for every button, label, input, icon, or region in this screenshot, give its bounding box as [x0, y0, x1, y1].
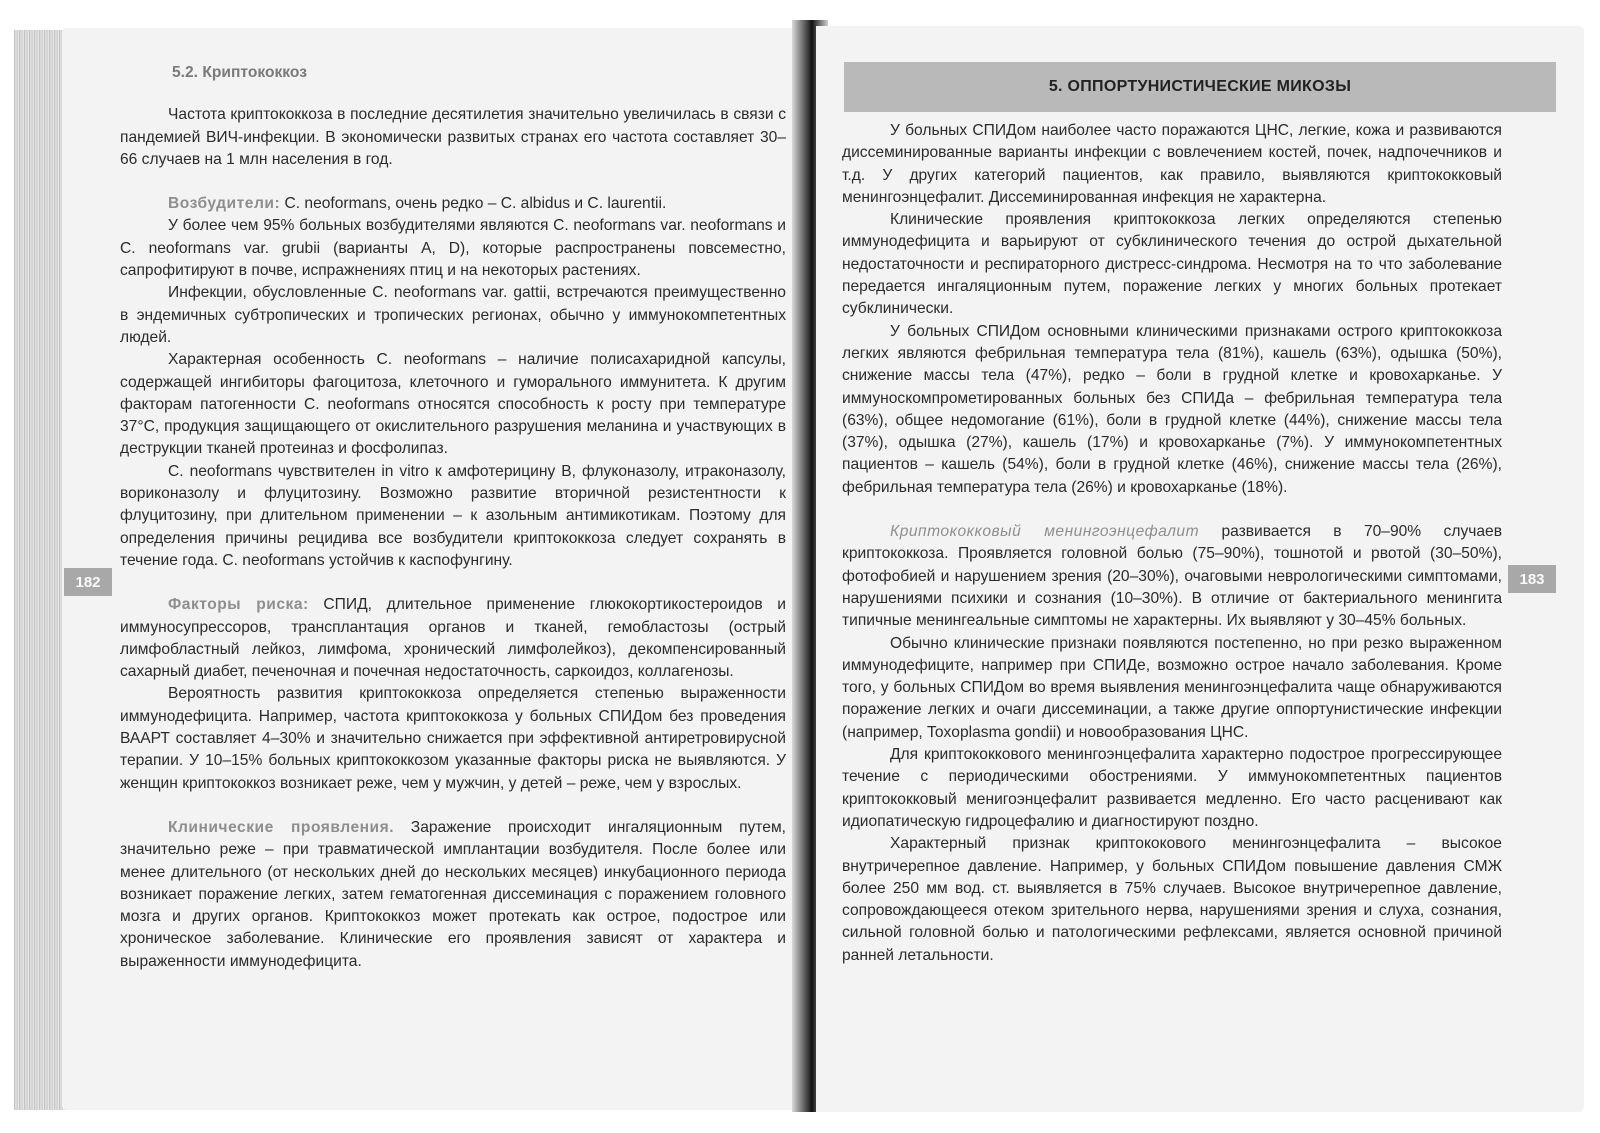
- paragraph-meningoencephalitis: [842, 521, 1502, 632]
- risk-factors-lead: Факторы риска:: [168, 596, 309, 614]
- paragraph: Для криптококкового менингоэнцефалита характерно подострое прогрессирующее течение с периодическими обострениями. У иммунокомпетентных пациентов криптококковый менигоэнцефалит развивается медленно. Его часто расценивают как идиопатическую гидроцефалию и диагностируют поздно.: [842, 746, 1502, 830]
- meningoencephalitis-lead: Криптококковый менингоэнцефалит: [890, 523, 1200, 541]
- paragraph-clinical: [120, 817, 786, 973]
- paragraph-pathogens: [120, 193, 786, 215]
- paragraph: Вероятность развития криптококкоза определяется степенью выраженности иммунодефицита. Например, частота криптококкоза у больных СПИДом без проведения ВААРТ составляет 4–30% и значительно снижается при эффективной антиретровирусной терапии. У 10–15% больных криптококкозом указанные факторы риска не выявляются. У женщин криптококкоз возникает реже, чем у мужчин, у детей – реже, чем у взрослых.: [120, 685, 786, 792]
- page-number-left: 182: [64, 568, 112, 596]
- pathogens-lead: Возбудители:: [168, 195, 281, 213]
- page-edges: [14, 30, 66, 1110]
- paragraph: У более чем 95% больных возбудителями являются C. neoformans var. neoformans и C. neoformans var. grubii (варианты A, D), которые распространены повсеместно, сапрофитируют в почве, испражнениях птиц и на некоторых растениях.: [120, 217, 786, 280]
- right-page: [816, 26, 1584, 1112]
- right-text-column: [842, 120, 1502, 967]
- paragraph: Обычно клинические признаки появляются постепенно, но при резко выраженном иммунодефиците, например при СПИДе, возможно острое начало заболевания. Кроме того, у больных СПИДом во время выявления менингоэнцефалита чаще обнаруживаются поражение легких и очаги диссеминации, а также другие оппортунистические инфекции (например, Toxoplasma gondii) и новообразования ЦНС.: [842, 634, 1502, 741]
- paragraph: Характерная особенность C. neoformans – наличие полисахаридной капсулы, содержащей ингибиторы фагоцитоза, клеточного и гуморального иммунитета. К другим факторам патогенности C. neoformans относятся способность к росту при температуре 37°C, продукция защищающего от окислительного разрушения меланина и участвующих в деструкции тканей протеиназ и фосфолипаз.: [120, 351, 786, 458]
- paragraph: У больных СПИДом наиболее часто поражаются ЦНС, легкие, кожа и развиваются диссеминированные варианты инфекции с вовлечением костей, почек, надпочечников и т.д. У других категорий пациентов, как правило, выявляются криптококковый менингоэнцефалит. Диссеминированная инфекция не характерна.: [842, 122, 1502, 206]
- chapter-banner: 5. ОППОРТУНИСТИЧЕСКИЕ МИКОЗЫ: [844, 62, 1556, 112]
- paragraph: Инфекции, обусловленные C. neoformans var. gattii, встречаются преимущественно в эндемичных субтропических и тропических регионах, обычно у иммунокомпетентных людей.: [120, 284, 786, 346]
- paragraph: У больных СПИДом основными клиническими признаками острого криптококкоза легких являются фебрильная температура тела (81%), кашель (63%), одышка (50%), снижение массы тела (47%), редко – боли в грудной клетке и кровохарканье. У иммуноскомпрометированных больных без СПИДа – фебрильная температура тела (63%), общее недомогание (61%), боли в грудной клетке (44%), снижение массы тела (37%), одышка (27%), кашель (17%) и кровохарканье (7%). У иммунокомпетентных пациентов – кашель (54%), боли в грудной клетке (46%), снижение массы тела (26%), фебрильная температура тела (26%) и кровохарканье (18%).: [842, 322, 1502, 496]
- paragraph: C. neoformans чувствителен in vitro к амфотерицину B, флуконазолу, итраконазолу, вориконазолу и флуцитозину. Возможно развитие вторичной резистентности к флуцитозину, при длительном применении – к азольным антимикотикам. Поэтому для определения причины рецидива все возбудители криптококкоза следует сохранять в течение года. C. neoformans устойчив к каспофунгину.: [120, 462, 786, 569]
- page-number-right: 183: [1508, 565, 1556, 593]
- left-page: [62, 28, 807, 1110]
- pathogens-text: C. neoformans, очень редко – C. albidus и C. laurentii.: [280, 195, 667, 213]
- paragraph: Частота криптококкоза в последние десятилетия значительно увеличилась в связи с пандемией ВИЧ-инфекции. В экономически развитых странах его частота составляет 30–66 случаев на 1 млн населения в год.: [120, 106, 786, 168]
- section-title: 5.2. Криптококкоз: [172, 64, 307, 81]
- clinical-lead: Клинические проявления.: [168, 818, 395, 836]
- paragraph-risk-factors: [120, 594, 786, 683]
- paragraph: Характерный признак криптококового менингоэнцефалита – высокое внутричерепное давление. Например, у больных СПИДом повышение давления СМЖ более 250 мм вод. ст. выявляется в 75% случаев. Высокое внутричерепное давление, сопровождающееся отеком зрительного нерва, нарушениями зрения и слуха, сознания, сильной головной болью и патологическими рефлексами, является основной причиной ранней летальности.: [842, 835, 1502, 964]
- clinical-text: Заражение происходит ингаляционным путем, значительно реже – при травматической имплантации возбудителя. После более или менее длительного (от нескольких дней до нескольких месяцев) инкубационного периода возникает поражение легких, затем гематогенная диссеминация с поражением головного мозга и других органов. Криптококкоз может протекать как острое, подострое или хроническое заболевание. Клинические его проявления зависят от характера и выраженности иммунодефицита.: [120, 818, 786, 970]
- meningoencephalitis-text: развивается в 70–90% случаев криптококкоза. Проявляется головной болью (75–90%), тошнотой и рвотой (30–50%), фотофобией и нарушением зрения (20–30%), очаговыми неврологическими симптомами, нарушениями психики и сознания (10–30%). В отличие от бактериального менингита типичные менингеальные симптомы не характерны. Их выявляют у 30–45% больных.: [842, 523, 1502, 630]
- risk-factors-text: СПИД, длительное применение глюкокортикостероидов и иммуносупрессоров, трансплантация органов и тканей, гемобластозы (острый лимфобластный лейкоз, лимфома, хронический лимфолейкоз), декомпенсированный сахарный диабет, печеночная и почечная недостаточность, саркоидоз, коллагенозы.: [120, 596, 787, 681]
- left-text-column: [120, 62, 786, 973]
- paragraph: Клинические проявления криптококкоза легких определяются степенью иммунодефицита и варьируют от субклинического течения до острой дыхательной недостаточности и респираторного дистресс-синдрома. Несмотря на то что заболевание передается ингаляционным путем, поражение легких у многих больных протекает субклинически.: [842, 211, 1502, 318]
